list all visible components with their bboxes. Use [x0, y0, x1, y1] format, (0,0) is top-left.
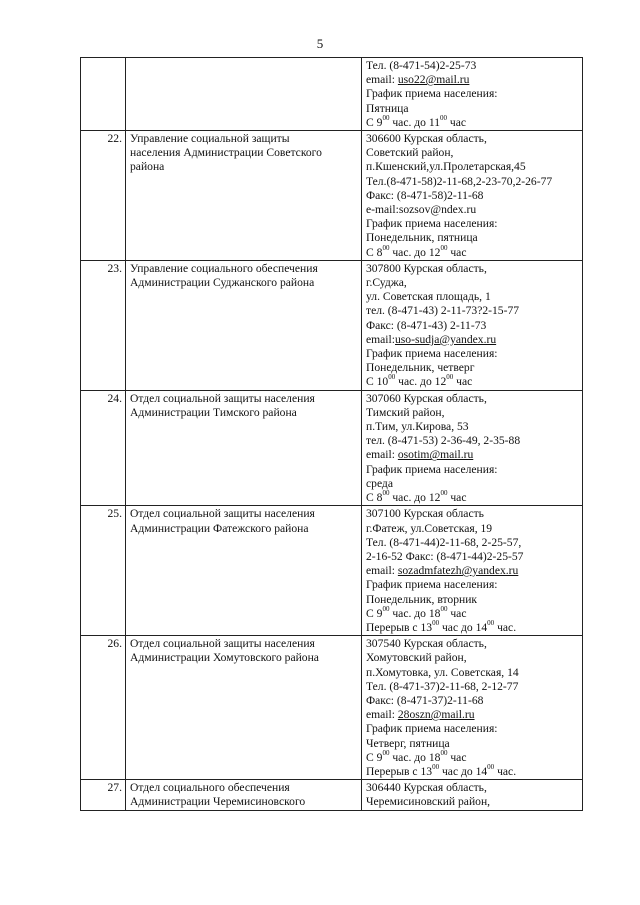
contact-text: 307540 Курская область, [366, 637, 487, 651]
hours-text: С 10 [366, 375, 389, 389]
contact-text: email: [366, 448, 398, 462]
contact-text: Тел. (8-471-44)2-11-68, 2-25-57, [366, 535, 522, 549]
contact-line [366, 392, 579, 406]
contact-text: 307800 Курская область, [366, 261, 487, 275]
contact-text: email: [366, 564, 398, 578]
contact-cell [362, 780, 583, 810]
contact-text: Советский район, [366, 146, 454, 160]
hours-text: С 9 [366, 115, 383, 129]
page-number: 5 [316, 36, 324, 51]
table-row [81, 390, 583, 506]
contact-line [366, 564, 579, 578]
contact-line [366, 102, 579, 116]
contact-line [366, 722, 579, 736]
contact-line [366, 231, 579, 245]
contact-line [366, 262, 579, 276]
contact-line [366, 795, 579, 809]
reception-hours-line [366, 491, 579, 505]
row-number: 24. [107, 391, 122, 405]
contact-text: График приема населения: [366, 217, 498, 231]
hours-text: С 9 [366, 750, 383, 764]
contact-line [366, 146, 579, 160]
contact-cell [362, 58, 583, 131]
contact-text: Пятница [366, 101, 409, 115]
contact-line [366, 536, 579, 550]
contact-line [366, 666, 579, 680]
hours-text: час [447, 750, 467, 764]
contact-text: среда [366, 476, 393, 490]
email-link[interactable]: osotim@mail.ru [397, 448, 474, 462]
email-link[interactable]: sozadmfatezh@yandex.ru [397, 564, 519, 578]
hours-text: Перерыв с 13 [366, 764, 433, 778]
contact-line [366, 189, 579, 203]
row-number: 22. [107, 132, 122, 146]
contact-line [366, 304, 579, 318]
contact-text: График приема населения: [366, 87, 498, 101]
contact-text: 306600 Курская область, [366, 132, 487, 146]
contact-line [366, 203, 579, 217]
contact-line [366, 217, 579, 231]
contact-cell [362, 390, 583, 506]
reception-hours-line [366, 604, 579, 621]
organization-name-line: Отдел социальной защиты населения [130, 507, 315, 521]
minutes-superscript: 00 [388, 373, 396, 382]
contact-line [366, 637, 579, 651]
contact-cell [362, 131, 583, 261]
contact-line [366, 550, 579, 564]
minutes-superscript: 00 [440, 748, 448, 757]
contact-text: Черемисиновский район, [366, 795, 491, 809]
table-row [81, 506, 583, 636]
minutes-superscript: 00 [487, 618, 495, 627]
hours-text: час. до 18 [389, 750, 441, 764]
contact-line [366, 73, 579, 87]
row-number-cell [81, 260, 126, 390]
organization-name-line: населения Администрации Советского [130, 146, 322, 160]
contact-line [366, 737, 579, 751]
hours-text: час [447, 491, 467, 505]
hours-text: час. до 11 [389, 115, 441, 129]
organization-name-line: района [130, 160, 165, 174]
reception-hours-line [366, 375, 579, 389]
contact-line [366, 290, 579, 304]
contact-line [366, 406, 579, 420]
organization-cell [126, 131, 362, 261]
organization-name-line: Администрации Хомутовского района [130, 651, 319, 665]
table-row [81, 260, 583, 390]
contact-text: г.Суджа, [366, 276, 407, 290]
contact-line [366, 651, 579, 665]
contact-line [366, 87, 579, 101]
row-number-cell [81, 780, 126, 810]
contact-text: График приема населения: [366, 578, 498, 592]
organization-name-line: Администрации Суджанского района [130, 276, 315, 290]
reception-hours-line [366, 113, 579, 130]
contact-text: 307100 Курская область [366, 507, 484, 521]
table-body [81, 58, 583, 811]
contact-text: п.Кшенский,ул.Пролетарская,45 [366, 160, 526, 174]
reception-hours-line [366, 762, 579, 779]
contact-line [366, 578, 579, 592]
contact-text: Понедельник, вторник [366, 592, 478, 606]
organization-cell [126, 506, 362, 636]
contact-line [366, 463, 579, 477]
table-row [81, 131, 583, 261]
row-number: 25. [107, 507, 122, 521]
minutes-superscript: 00 [440, 113, 448, 122]
contact-line [366, 59, 579, 73]
contact-line [366, 680, 579, 694]
contact-text: e-mail:sozsov@ndex.ru [366, 203, 477, 217]
contact-line [366, 507, 579, 521]
hours-text: час до 14 [439, 620, 488, 634]
row-number: 23. [107, 261, 122, 275]
row-number-cell [81, 506, 126, 636]
table-row [81, 780, 583, 810]
organization-cell [126, 390, 362, 506]
contact-line [366, 347, 579, 361]
minutes-superscript: 00 [432, 618, 440, 627]
row-number: 27. [107, 781, 122, 795]
table-row [81, 58, 583, 131]
contact-text: Тел. (8-471-54)2-25-73 [366, 59, 477, 72]
contact-text: Понедельник, четверг [366, 361, 475, 375]
minutes-superscript: 00 [432, 762, 440, 771]
organization-name-line: Отдел социальной защиты населения [130, 637, 315, 651]
contact-line [366, 694, 579, 708]
hours-text: С 9 [366, 606, 383, 620]
contact-text: ул. Советская площадь, 1 [366, 290, 491, 304]
contact-line [366, 160, 579, 174]
hours-text: час. до 12 [389, 491, 441, 505]
organization-cell [126, 780, 362, 810]
contact-line [366, 593, 579, 607]
organization-name-line: Управление социального обеспечения [130, 261, 318, 275]
reception-hours-line [366, 243, 579, 260]
contact-text: email: [366, 332, 395, 346]
contact-text: п.Тим, ул.Кирова, 53 [366, 420, 469, 434]
contact-text: Понедельник, пятница [366, 231, 478, 245]
organization-cell [126, 58, 362, 131]
table-row [81, 636, 583, 780]
contact-cell [362, 636, 583, 780]
minutes-superscript: 00 [382, 489, 390, 498]
row-number-cell [81, 131, 126, 261]
contact-text: email: [366, 73, 398, 87]
contact-text: График приема населения: [366, 722, 498, 736]
contact-text: График приема населения: [366, 347, 498, 361]
email-link[interactable]: uso-sudja@yandex.ru [394, 332, 497, 346]
hours-text: час. до 12 [389, 245, 441, 259]
reception-hours-line [366, 618, 579, 635]
contact-text: Тел. (8-471-37)2-11-68, 2-12-77 [366, 679, 519, 693]
contact-text: Факс: (8-471-58)2-11-68 [366, 188, 484, 202]
contact-cell [362, 506, 583, 636]
minutes-superscript: 00 [382, 243, 390, 252]
minutes-superscript: 00 [382, 113, 390, 122]
contact-text: Хомутовский район, [366, 651, 467, 665]
hours-text: Перерыв с 13 [366, 620, 433, 634]
contact-line [366, 781, 579, 795]
hours-text: час до 14 [439, 764, 488, 778]
minutes-superscript: 00 [440, 243, 448, 252]
contact-text: График приема населения: [366, 462, 498, 476]
organization-cell [126, 260, 362, 390]
contact-cell [362, 260, 583, 390]
contact-text: 306440 Курская область, [366, 781, 487, 795]
contact-text: г.Фатеж, ул.Советская, 19 [366, 521, 493, 535]
social-services-table [80, 57, 583, 811]
row-number-cell [81, 58, 126, 131]
hours-text: час [447, 115, 467, 129]
hours-text: час. до 18 [389, 606, 441, 620]
contact-text: 2-16-52 Факс: (8-471-44)2-25-57 [366, 549, 524, 563]
hours-text: час [447, 606, 467, 620]
email-link[interactable]: uso22@mail.ru [397, 73, 470, 87]
contact-line [366, 276, 579, 290]
hours-text: С 8 [366, 245, 383, 259]
contact-text: п.Хомутовка, ул. Советская, 14 [366, 665, 519, 679]
contact-line [366, 319, 579, 333]
hours-text: час. [494, 764, 517, 778]
contact-line [366, 420, 579, 434]
contact-text: Тимский район, [366, 405, 445, 419]
organization-name-line: Управление социальной защиты [130, 132, 290, 146]
contact-text: Факс: (8-471-43) 2-11-73 [366, 318, 487, 332]
row-number-cell [81, 636, 126, 780]
contact-line [366, 361, 579, 375]
organization-name-line: Отдел социального обеспечения [130, 781, 290, 795]
contact-text: 307060 Курская область, [366, 391, 487, 405]
contact-text: Факс: (8-471-37)2-11-68 [366, 693, 484, 707]
row-number-cell [81, 390, 126, 506]
minutes-superscript: 00 [382, 748, 390, 757]
reception-hours-line [366, 748, 579, 765]
hours-text: час [453, 375, 473, 389]
contact-text: тел. (8-471-43) 2-11-73?2-15-77 [366, 304, 520, 318]
contact-line [366, 132, 579, 146]
minutes-superscript: 00 [446, 373, 454, 382]
organization-cell [126, 636, 362, 780]
contact-line [366, 434, 579, 448]
minutes-superscript: 00 [382, 604, 390, 613]
hours-text: час [447, 245, 467, 259]
organization-name-line: Администрации Черемисиновского [130, 795, 306, 809]
contact-line [366, 522, 579, 536]
contact-text: email: [366, 708, 398, 722]
organization-name-line: Администрации Фатежского района [130, 521, 309, 535]
contact-text: Четверг, пятница [366, 736, 450, 750]
hours-text: час. [494, 620, 517, 634]
contact-line [366, 333, 579, 347]
organization-name-line: Отдел социальной защиты населения [130, 391, 315, 405]
contact-line [366, 448, 579, 462]
contact-line [366, 708, 579, 722]
contact-line [366, 477, 579, 491]
hours-text: С 8 [366, 491, 383, 505]
minutes-superscript: 00 [440, 489, 448, 498]
email-link[interactable]: 28oszn@mail.ru [397, 708, 475, 722]
organization-name-line: Администрации Тимского района [130, 405, 297, 419]
hours-text: час. до 12 [395, 375, 447, 389]
minutes-superscript: 00 [440, 604, 448, 613]
row-number: 26. [107, 637, 122, 651]
minutes-superscript: 00 [487, 762, 495, 771]
contact-line [366, 175, 579, 189]
contact-text: тел. (8-471-53) 2-36-49, 2-35-88 [366, 434, 521, 448]
contact-text: Тел.(8-471-58)2-11-68,2-23-70,2-26-77 [366, 174, 553, 188]
